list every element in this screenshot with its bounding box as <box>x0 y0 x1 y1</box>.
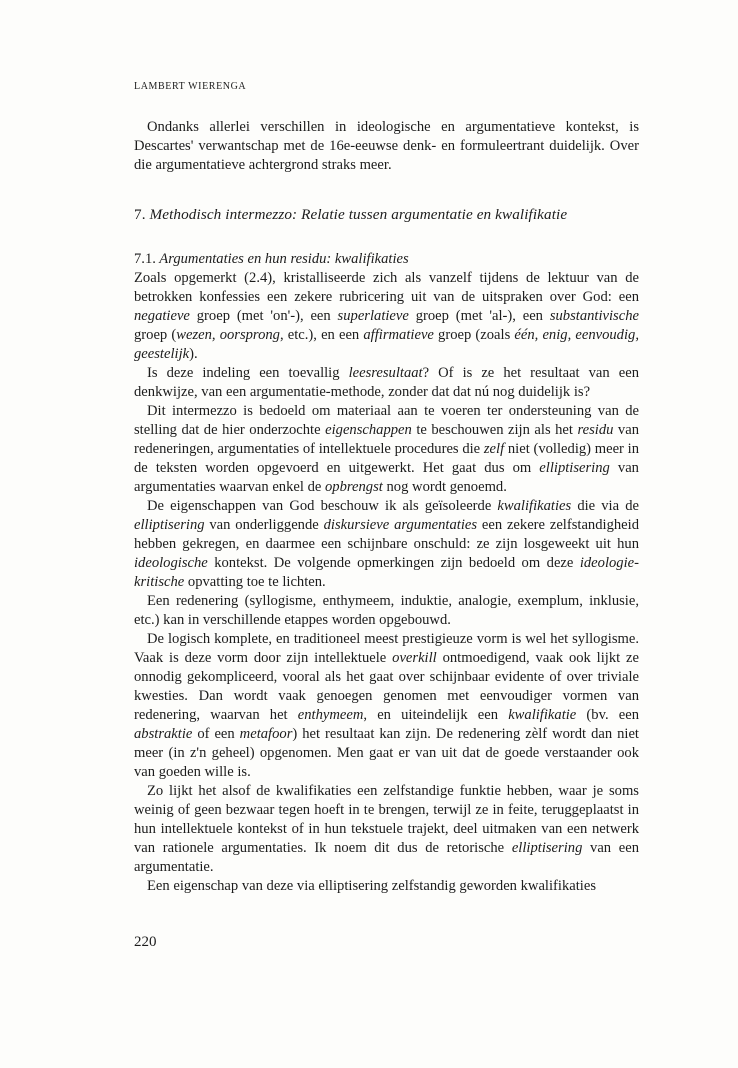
paragraph: Een redenering (syllogisme, enthymeem, induktie, analogie, exemplum, inklusie, etc.) kan in verschillende etappes worden opgebouwd. <box>134 593 639 628</box>
page-number: 220 <box>134 934 157 950</box>
running-head: LAMBERT WIERENGA <box>134 81 247 92</box>
section-title: Methodisch intermezzo: Relatie tussen argumentatie en kwalifikatie <box>149 206 568 223</box>
section-number: 7. <box>134 206 146 223</box>
paragraph: Dit intermezzo is bedoeld om materiaal aan te voeren ter ondersteuning van de stelling dat de hier onderzochte eigenschappen te beschouwen zijn als het residu van redeneringen, argumentaties of intellektuele procedures die zelf niet (volledig) meer in de teksten worden opgevoerd en uitgewerkt. Het gaat dus om elliptisering van argumentaties waarvan enkel de opbrengst nog wordt genoemd. <box>134 403 639 495</box>
paragraph: De logisch komplete, en traditioneel meest prestigieuze vorm is wel het syllogisme. Vaak is deze vorm door zijn intellektuele overkill ontmoedigend, vaak ook lijkt ze onnodig gekompliceerd, vooral als het gaat over schijnbaar evidente of over triviale kwesties. Dan wordt vaak genoegen genomen met eenvoudiger vormen van redenering, waarvan het enthymeem, en uiteindelijk een kwalifikatie (bv. een abstraktie of een metafoor) het resultaat kan zijn. De redenering zèlf wordt dan niet meer (in z'n geheel) opgenomen. Men gaat er van uit dat de goede verstaander ook van goeden wille is. <box>134 631 640 780</box>
paragraph: De eigenschappen van God beschouw ik als geïsoleerde kwalifikaties die via de elliptisering van onderliggende diskursieve argumentaties een zekere zelfstandigheid hebben gekregen, en daarmee een schijnbare onschuld: ze zijn losgeweekt uit hun ideologische kontekst. De volgende opmerkingen zijn bedoeld om deze ideologie-kritische opvatting toe te lichten. <box>134 498 640 590</box>
body-text <box>134 118 639 896</box>
paragraph: Zoals opgemerkt (2.4), kristalliseerde zich als vanzelf tijdens de lektuur van de betrokken konfessies een zekere rubricering uit van de uitspraken over God: een negatieve groep (met 'on'-), een superlatieve groep (met 'al-), een substantivische groep (wezen, oorsprong, etc.), en een affirmatieve groep (zoals één, enig, eenvoudig, geestelijk). <box>134 270 639 362</box>
paragraph: Zo lijkt het alsof de kwalifikaties een zelfstandige funktie hebben, waar je soms weinig of geen bezwaar tegen hoeft in te brengen, terwijl ze in feite, teruggeplaatst in hun intellektuele kontekst of in hun tekstuele trajekt, deel uitmaken van een netwerk van rationele argumentaties. Ik noem dit dus de retorische elliptisering van een argumentatie. <box>134 783 640 875</box>
section-7-heading <box>134 205 639 224</box>
paragraph: Een eigenschap van deze via elliptisering zelfstandig geworden kwalifikaties <box>147 878 596 894</box>
subsection-7-1-heading <box>134 250 639 269</box>
subsection-title: Argumentaties en hun residu: kwalifikaties <box>159 251 409 267</box>
subsection-number: 7.1. <box>134 251 156 267</box>
intro-paragraph: Ondanks allerlei verschillen in ideologische en argumentatieve kontekst, is Descartes' verwantschap met de 16e-eeuwse denk- en formuleertrant duidelijk. Over die argumentatieve achtergrond straks meer. <box>134 119 639 173</box>
paragraph: Is deze indeling een toevallig leesresultaat? Of is ze het resultaat van een denkwijze, van een argumentatie-methode, zonder dat dat nú nog duidelijk is? <box>134 365 639 400</box>
